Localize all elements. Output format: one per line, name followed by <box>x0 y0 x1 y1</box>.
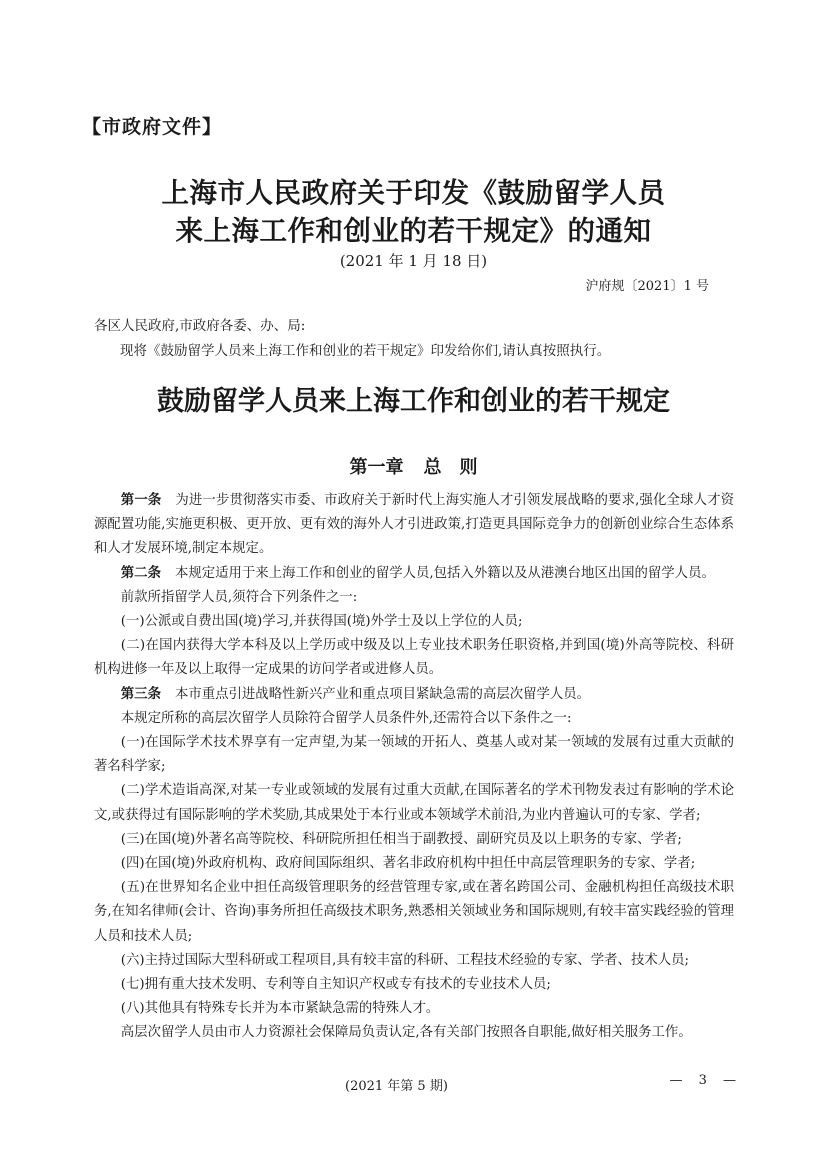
article-text: (一)公派或自费出国(境)学习,并获得国(境)外学士及以上学位的人员; <box>120 614 523 630</box>
article-text: (一)在国际学术技术界享有一定声望,为某一领域的开拓人、奠基人或对某一领域的发展有过重大贡献的著名科学家; <box>94 735 734 775</box>
article-paragraph <box>94 634 734 682</box>
article-text: (二)在国内获得大学本科及以上学历或中级及以上专业技术职务任职资格,并到国(境)外高等院校、科研机构进修一年及以上取得一定成果的访问学者或进修人员。 <box>94 638 734 678</box>
section-tag: 【市政府文件】 <box>82 116 223 138</box>
regulation-title: 鼓励留学人员来上海工作和创业的若干规定 <box>157 386 670 417</box>
article-paragraph <box>94 489 734 562</box>
article-paragraph <box>94 876 734 949</box>
article-label: 第二条 <box>120 565 161 581</box>
article-text: (六)主持过国际大型科研或工程项目,具有较丰富的科研、工程技术经验的专家、学者、技术人员; <box>120 952 690 968</box>
article-paragraph <box>94 586 734 610</box>
addressees: 各区人民政府,市政府各委、办、局: <box>94 318 306 334</box>
article-text: (三)在国(境)外著名高等院校、科研院所担任相当于副教授、副研究员及以上职务的专家、学者; <box>120 831 682 847</box>
regulation-body <box>94 489 734 1046</box>
article-paragraph <box>94 779 734 827</box>
article-paragraph <box>94 707 734 731</box>
intro-sentence: 现将《鼓励留学人员来上海工作和创业的若干规定》印发给你们,请认真按照执行。 <box>120 343 611 359</box>
document-number: 沪府规〔2021〕1 号 <box>585 279 709 294</box>
page-number: — 3 — <box>669 1073 742 1088</box>
footer-issue: (2021 年第 5 期) <box>345 1079 448 1094</box>
article-text: 本规定适用于来上海工作和创业的留学人员,包括入外籍以及从港澳台地区出国的留学人员。 <box>174 565 715 581</box>
publication-date: (2021 年 1 月 18 日) <box>339 252 488 270</box>
article-paragraph <box>94 949 734 973</box>
article-text: 前款所指留学人员,须符合下列条件之一: <box>120 589 358 605</box>
article-paragraph <box>94 852 734 876</box>
article-text: (二)学术造诣高深,对某一专业或领域的发展有过重大贡献,在国际著名的学术刊物发表过有影响的学术论文,或获得过有国际影响的学术奖励,其成果处于本行业或本领域学术前沿,为业内普遍认可的专家、学者; <box>94 783 734 823</box>
article-text: 为进一步贯彻落实市委、市政府关于新时代上海实施人才引领发展战略的要求,强化全球人才资源配置功能,实施更积极、更开放、更有效的海外人才引进政策,打造更具国际竞争力的创新创业综合生态体系和人才发展环境,制定本规定。 <box>94 493 735 557</box>
article-text: (四)在国(境)外政府机构、政府间国际组织、著名非政府机构中担任中高层管理职务的专家、学者; <box>120 856 696 872</box>
article-paragraph <box>94 610 734 634</box>
article-paragraph <box>94 683 734 707</box>
article-paragraph <box>94 562 734 586</box>
article-paragraph <box>94 828 734 852</box>
chapter-number: 第一章 <box>349 457 404 478</box>
article-paragraph <box>94 731 734 779</box>
article-text: 本市重点引进战略性新兴产业和重点项目紧缺急需的高层次留学人员。 <box>174 686 591 702</box>
article-paragraph <box>94 997 734 1021</box>
article-paragraph <box>94 1021 734 1045</box>
notice-title-line-2: 来上海工作和创业的若干规定》的通知 <box>175 215 652 247</box>
article-text: 本规定所称的高层次留学人员除符合留学人员条件外,还需符合以下条件之一: <box>120 710 572 726</box>
article-text: (五)在世界知名企业中担任高级管理职务的经营管理专家,或在著名跨国公司、金融机构担任高级技术职务,在知名律师(会计、咨询)事务所担任高级技术职务,熟悉相关领域业务和国际规则,有较丰富实践经验的管理人员和技术人员; <box>94 880 734 944</box>
chapter-heading <box>0 453 827 479</box>
article-text: (七)拥有重大技术发明、专利等自主知识产权或专有技术的专业技术人员; <box>120 977 551 993</box>
chapter-name: 总 则 <box>423 457 478 478</box>
article-label: 第一条 <box>120 493 162 508</box>
article-label: 第三条 <box>120 686 161 702</box>
notice-title-line-1: 上海市人民政府关于印发《鼓励留学人员 <box>161 177 666 209</box>
article-text: 高层次留学人员由市人力资源社会保障局负责认定,各有关部门按照各自职能,做好相关服务工作。 <box>120 1025 692 1041</box>
article-text: (八)其他具有特殊专长并为本市紧缺急需的特殊人才。 <box>120 1001 440 1017</box>
article-paragraph <box>94 973 734 997</box>
